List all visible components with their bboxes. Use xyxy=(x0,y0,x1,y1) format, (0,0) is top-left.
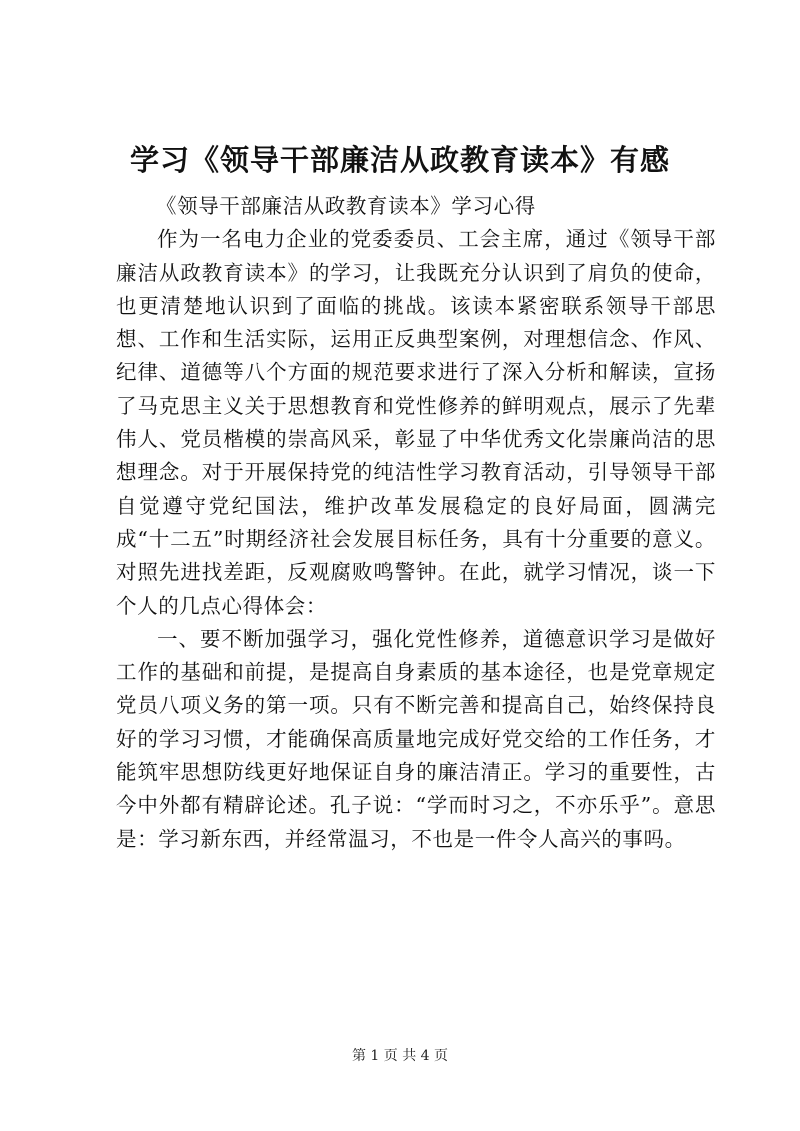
document-title: 学习《领导干部廉洁从政教育读本》有感 xyxy=(129,143,670,177)
document-body xyxy=(116,190,716,856)
document-subtitle: 《领导干部廉洁从政教育读本》学习心得 xyxy=(156,194,536,218)
page-number-footer: 第 1 页 共 4 页 xyxy=(351,1048,449,1064)
paragraph-intro: 作为一名电力企业的党委委员、工会主席，通过《领导干部廉洁从政教育读本》的学习，让我既充分认识到了肩负的使命，也更清楚地认识到了面临的挑战。该读本紧密联系领导干部思想、工作和生活实际，运用正反典型案例，对理想信念、作风、纪律、道德等八个方面的规范要求进行了深入分析和解读，宣扬了马克思主义关于思想教育和党性修养的鲜明观点，展示了先辈伟人、党员楷模的崇高风采，彰显了中华优秀文化崇廉尚洁的思想理念。对于开展保持党的纯洁性学习教育活动，引导领导干部自觉遵守党纪国法，维护改革发展稳定的良好局面，圆满完成“十二五”时期经济社会发展目标任务，具有十分重要的意义。对照先进找差距，反观腐败鸣警钟。在此，就学习情况，谈一下个人的几点心得体会： xyxy=(116,227,716,618)
paragraph-point-one: 一、要不断加强学习，强化党性修养，道德意识学习是做好工作的基础和前提，是提高自身素质的基本途径，也是党章规定党员八项义务的第一项。只有不断完善和提高自己，始终保持良好的学习习惯，才能确保高质量地完成好党交给的工作任务，才能筑牢思想防线更好地保证自身的廉洁清正。学习的重要性，古今中外都有精辟论述。孔子说：“学而时习之，不亦乐乎”。意思是：学习新东西，并经常温习，不也是一件令人高兴的事吗。 xyxy=(116,626,716,851)
